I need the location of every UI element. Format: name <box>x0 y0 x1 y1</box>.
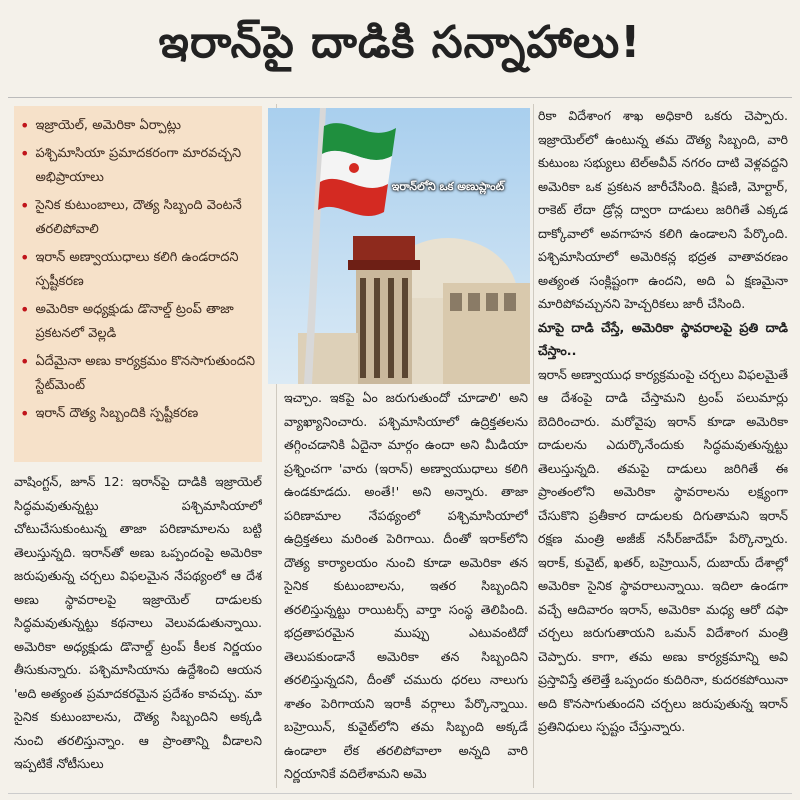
bullet-icon: • <box>20 404 30 423</box>
highlight-text: ఇరాన్ అణ్వాయుధాలు కలిగి ఉండరాదని స్పష్టీకరణ <box>35 250 239 289</box>
bullet-icon: • <box>20 352 30 371</box>
highlight-text: పశ్చిమాసియా ప్రమాదకరంగా మారవచ్చని అభిప్రాయాలు <box>35 146 242 185</box>
article-text: వాషింగ్టన్, జూన్ 12: ఇరాన్‌పై దాడికి ఇజ్రాయెల్ సిద్ధమవుతున్నట్టు పశ్చిమాసియాలో చోటుచేసుకుంటున్న తాజా పరిణామాలను బట్టి తెలుస్తున్నది. ఇరాన్‌తో అణు ఒప్పందంపై అమెరికా జరుపుతున్న చర్చలు విఫలమైన నేపథ్యంలో ఆ దేశ అణు స్థావరాలపై ఇజ్రాయెల్ దాడులకు సిద్ధమవుతున్నట్టు కథనాలు వెలువడుతున్నాయి. అమెరికా అధ్యక్షుడు డొనాల్డ్ ట్రంప్ కీలక నిర్ణయం తీసుకున్నారు. పశ్చిమాసియాను ఉద్దేశించి ఆయన 'అది అత్యంత ప్రమాదకరమైన ప్రదేశం కావచ్చు. మా సైనిక కుటుంబాలను, దౌత్య సిబ్బందిని అక్కడి నుంచి తరలిస్తున్నాం. ఆ ప్రాంతాన్ని వీడాలని ఇప్పటికే నోటీసులు <box>14 474 262 771</box>
article-text: రికా విదేశాంగ శాఖ అధికారి ఒకరు చెప్పారు. ఇజ్రాయెల్‌లో ఉంటున్న తమ దౌత్య సిబ్బంది, వారి కుటుంబ సభ్యులు టెల్‌అవీవ్ నగరం దాటి వెళ్లవద్దని అమెరికా ఒక ప్రకటన జారీచేసింది. క్షిపణి, మోర్టార్, రాకెట్ లేదా డ్రోన్ల ద్వారా దాడులు జరిగితే ఎక్కడ దాక్కోవాలో అవగాహన కలిగి ఉండాలని పేర్కొంది. పశ్చిమాసియాలో అమెరికన్ల భద్రత వాతావరణం అత్యంత సంక్లిష్టంగా ఉందని, అది ఏ క్షణమైనా మారిపోవచ్చునని హెచ్చరికలు జారీ చేసింది. <box>538 108 788 311</box>
bullet-icon: • <box>20 248 30 267</box>
article-text: ఇచ్చాం. ఇకపై ఏం జరుగుతుందో చూడాలి' అని వ్యాఖ్యానించారు. పశ్చిమాసియాలో ఉద్రిక్తతలను తగ్గించడానికి ఏదైనా మార్గం ఉందా అని మీడియా ప్రశ్నించగా 'వారు (ఇరాన్) అణ్వాయుధాలు కలిగి ఉండకూడదు. అంతే!' అని అన్నారు. తాజా పరిణామాల నేపథ్యంలో పశ్చిమాసియాలో ఉద్రిక్తతలు మరింత పెరిగాయి. దీంతో ఇరాక్‌లోని దౌత్య కార్యాలయం నుంచి కూడా అమెరికా తన సైనిక కుటుంబాలను, ఇతర సిబ్బందిని తరలిస్తున్నట్టు రాయిటర్స్ వార్తా సంస్థ తెలిపింది. భద్రతాపరమైన ముప్పు ఎటువంటిదో తెలుపకుండానే అమెరికా తన సిబ్బందిని తరలిస్తున్నదని, దీంతో చమురు ధరలు నాలుగు శాతం పెరిగాయని ఇరాకీ వర్గాలు పేర్కొన్నాయి. బహ్రెయిన్, కువైట్‌లోని తమ సిబ్బంది అక్కడే ఉండాలా లేక తరలిపోవాలా అన్నది వారి నిర్ణయానికే వదిలేశామని అమె <box>284 390 528 781</box>
highlight-item <box>20 298 256 346</box>
article-column-2 <box>284 386 528 788</box>
headline-rule <box>8 97 792 98</box>
subheading: మాపై దాడి చేస్తే, అమెరికా స్థావరాలపై ప్రతి దాడి చేస్తాం.. <box>538 319 788 358</box>
article-column-3 <box>538 104 788 788</box>
highlight-item <box>20 350 256 398</box>
headline: ఇరాన్‌పై దాడికి సన్నాహాలు! <box>158 17 642 68</box>
highlights-box <box>14 106 262 462</box>
highlight-item <box>20 194 256 242</box>
highlight-item <box>20 114 256 138</box>
highlight-text: ఏదేమైనా అణు కార్యక్రమం కొనసాగుతుందని స్టేట్‌మెంట్ <box>35 354 256 393</box>
photo-caption: ఇరాన్‌లోని ఒక అణుప్లాంట్ <box>391 180 505 193</box>
bullet-icon: • <box>20 196 30 215</box>
highlight-text: ఇరాన్ దౌత్య సిబ్బందికి స్పష్టీకరణ <box>35 406 199 421</box>
highlight-text: ఇజ్రాయెల్, అమెరికా ఏర్పాట్లు <box>35 118 181 133</box>
highlight-item <box>20 142 256 190</box>
highlight-item <box>20 246 256 294</box>
highlight-text: సైనిక కుటుంబాలు, దౌత్య సిబ్బంది వెంటనే తరలిపోవాలి <box>35 198 242 237</box>
highlight-text: అమెరికా అధ్యక్షుడు డొనాల్డ్ ట్రంప్ తాజా ప్రకటనలో వెల్లడి <box>35 302 234 341</box>
column-divider <box>533 104 534 788</box>
bullet-icon: • <box>20 144 30 163</box>
highlight-item <box>20 402 256 426</box>
bullet-icon: • <box>20 116 30 135</box>
article-column-1 <box>14 470 262 788</box>
bottom-rule <box>8 793 792 794</box>
photo-illustration <box>268 108 530 384</box>
nuclear-plant-photo <box>268 108 530 384</box>
bullet-icon: • <box>20 300 30 319</box>
article-text: ఇరాన్ అణ్వాయుధ కార్యక్రమంపై చర్చలు విఫలమైతే ఆ దేశంపై దాడి చేస్తామని ట్రంప్ పలుమార్లు బెదిరించారు. మరోవైపు ఇరాన్ కూడా అమెరికా దాడులను ఎదుర్కొనేందుకు సిద్ధమవుతున్నట్టు తెలుస్తున్నది. తమపై దాడులు జరిగితే ఈ ప్రాంతంలోని అమెరికా స్థావరాలను లక్ష్యంగా చేసుకొని ప్రతీకార దాడులకు దిగుతామని ఇరాన్ రక్షణ మంత్రి అజీజ్ నసీర్‌జాదేహ్ పేర్కొన్నారు. ఇరాక్, కువైట్, ఖతర్, బహ్రెయిన్, దుబాయ్ దేశాల్లో అమెరికా సైనిక స్థావరాలున్నాయి. ఇదిలా ఉండగా వచ్చే ఆదివారం ఇరాన్, అమెరికా మధ్య ఆరో దఫా చర్చలు జరుగుతాయని ఒమన్ విదేశాంగ మంత్రి చెప్పారు. కాగా, తమ అణు కార్యక్రమాన్ని అవి ప్రస్తావిస్తే తలెత్తే ఒప్పందం కుదిరినా, కుదరకపోయినా అది కొనసాగుతుందని చర్చలు జరుపుతున్న ఇరాన్ ప్రతినిధులు స్పష్టం చేస్తున్నారు. <box>538 366 788 734</box>
